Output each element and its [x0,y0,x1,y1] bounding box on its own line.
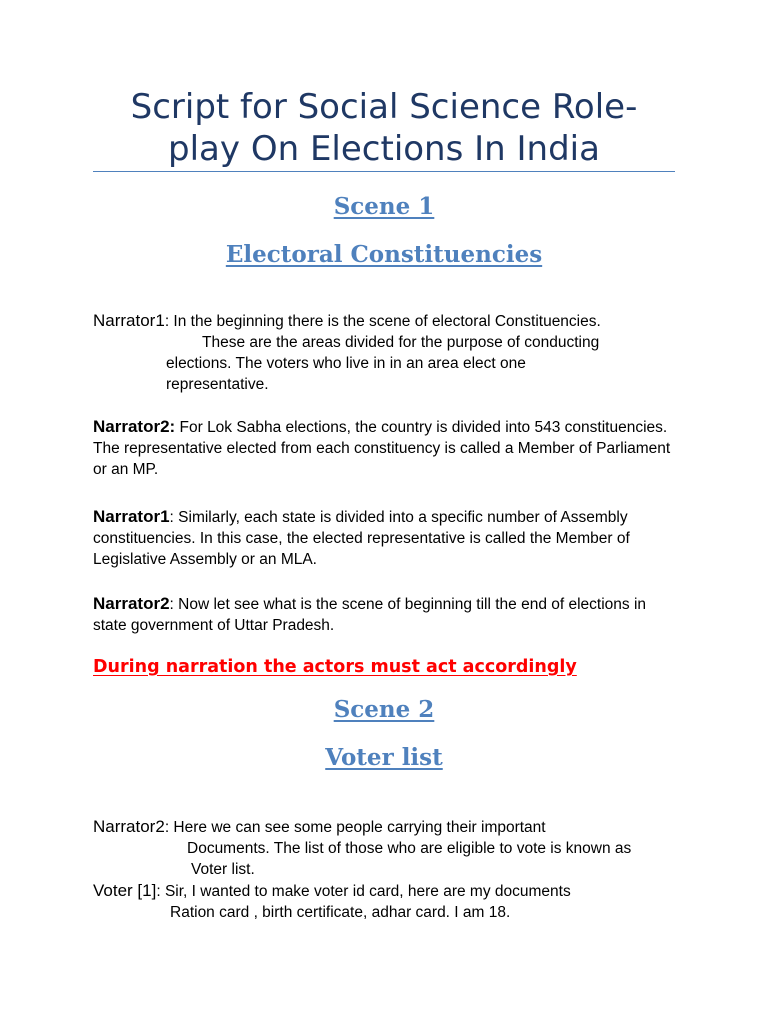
paragraph-line: representative. [166,376,269,393]
paragraph-text: : In the beginning there is the scene of electoral Constituencies. [164,313,601,330]
paragraph-line: Voter list. [191,861,255,878]
scene-1-paragraph-4 [93,593,683,636]
scene-1-subheading: Electoral Constituencies [225,241,543,268]
paragraph-text: : Now let see what is the scene of beginning till the end of elections in state government of Uttar Pradesh. [93,596,647,634]
scene-1-paragraph-2 [93,416,683,480]
title-line-1: Script for Social Science Role- [130,87,638,127]
document-title [93,86,675,170]
narration-notice: During narration the actors must act accordingly [93,657,577,677]
paragraph-text: : Sir, I wanted to make voter id card, here are my documents [156,883,571,900]
speaker-label: Narrator2 [93,594,170,613]
scene-2-paragraph-1 [93,816,683,880]
paragraph-text: : Similarly, each state is divided into a specific number of Assembly constituencies. In this case, the elected representative is called the Member of Legislative Assembly or an MLA. [93,509,630,568]
speaker-label: Narrator1 [93,507,170,526]
paragraph-text: : Here we can see some people carrying their important [164,819,546,836]
scene-2-subheading: Voter list [325,744,443,771]
speaker-label: Voter [1] [93,881,157,900]
speaker-label: Narrator1 [93,311,165,330]
paragraph-line: These are the areas divided for the purpose of conducting [202,334,600,351]
scene-1-paragraph-1 [93,310,683,395]
speaker-label: Narrator2 [93,817,165,836]
paragraph-text: For Lok Sabha elections, the country is divided into 543 constituencies. The representative elected from each constituency is called a Member of Parliament or an MP. [93,419,671,478]
title-underline [93,171,675,172]
paragraph-line: Documents. The list of those who are eligible to vote is known as [187,840,632,857]
speaker-label: Narrator2: [93,417,176,436]
paragraph-line: Ration card , birth certificate, adhar card. I am 18. [170,904,511,921]
scene-1-paragraph-3 [93,506,683,570]
scene-2-paragraph-2 [93,880,683,923]
paragraph-line: elections. The voters who live in in an area elect one [166,355,526,372]
scene-2-heading: Scene 2 [333,696,435,723]
title-line-2: play On Elections In India [168,129,600,169]
scene-1-heading: Scene 1 [333,193,435,220]
